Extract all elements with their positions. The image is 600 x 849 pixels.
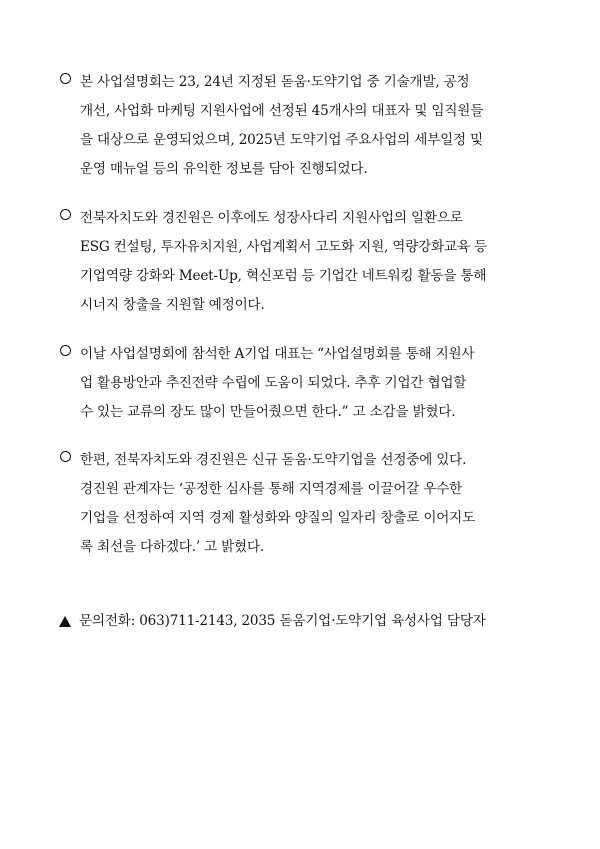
- paragraph-participant-quote: [58, 340, 548, 427]
- text-line: 기업역량 강화와 Meet-Up, 혁신포럼 등 기업간 네트워킹 활동을 통해: [80, 268, 487, 284]
- text-line: 업 활용방안과 추진전략 수립에 도움이 되었다. 추후 기업간 협업할: [80, 375, 467, 391]
- paragraph-briefing-overview: [58, 68, 548, 184]
- text-line: ESG 컨설팅, 투자유치지원, 사업계획서 고도화 지원, 역량강화교육 등: [80, 239, 487, 255]
- paragraph-text: [80, 204, 548, 320]
- circle-bullet-icon: [58, 450, 80, 464]
- contact-info: [58, 607, 548, 636]
- text-line: 시너지 창출을 지원할 예정이다.: [80, 297, 265, 313]
- text-line: 본 사업설명회는 23, 24년 지정된 돋움·도약기업 중 기술개발, 공정: [80, 74, 470, 90]
- text-line: 이날 사업설명회에 참석한 A기업 대표는 “사업설명회를 통해 지원사: [80, 346, 475, 362]
- text-line: 수 있는 교류의 장도 많이 만들어줬으면 한다.” 고 소감을 밝혔다.: [80, 404, 456, 420]
- text-line: 한편, 전북자치도와 경진원은 신규 돋움·도약기업을 선정중에 있다.: [80, 452, 467, 468]
- paragraph-text: [80, 340, 548, 427]
- circle-bullet-icon: [58, 208, 80, 222]
- circle-bullet-icon: [58, 344, 80, 358]
- text-line: 운영 매뉴얼 등의 유익한 정보를 담아 진행되었다.: [80, 161, 368, 177]
- text-line: 경진원 관계자는 ‘공정한 심사를 통해 지역경제를 이끌어갈 우수한: [80, 481, 463, 497]
- contact-text: 문의전화: 063)711-2143, 2035 돋움기업·도약기업 육성사업 담당자: [79, 613, 486, 629]
- text-line: 을 대상으로 운영되었으며, 2025년 도약기업 주요사업의 세부일정 및: [80, 132, 483, 148]
- paragraph-text: [80, 68, 548, 184]
- text-line: 록 최선을 다하겠다.’ 고 밝혔다.: [80, 539, 265, 555]
- paragraph-text: [80, 446, 548, 562]
- text-line: 기업을 선정하여 지역 경제 활성화와 양질의 일자리 창출로 이어지도: [80, 510, 476, 526]
- text-line: 개선, 사업화 마케팅 지원사업에 선정된 45개사의 대표자 및 임직원들: [80, 103, 484, 119]
- triangle-bullet-icon: [59, 616, 71, 627]
- text-line: 전북자치도와 경진원은 이후에도 성장사다리 지원사업의 일환으로: [80, 210, 463, 226]
- paragraph-official-statement: [58, 446, 548, 562]
- circle-bullet-icon: [58, 72, 80, 86]
- paragraph-future-support: [58, 204, 548, 320]
